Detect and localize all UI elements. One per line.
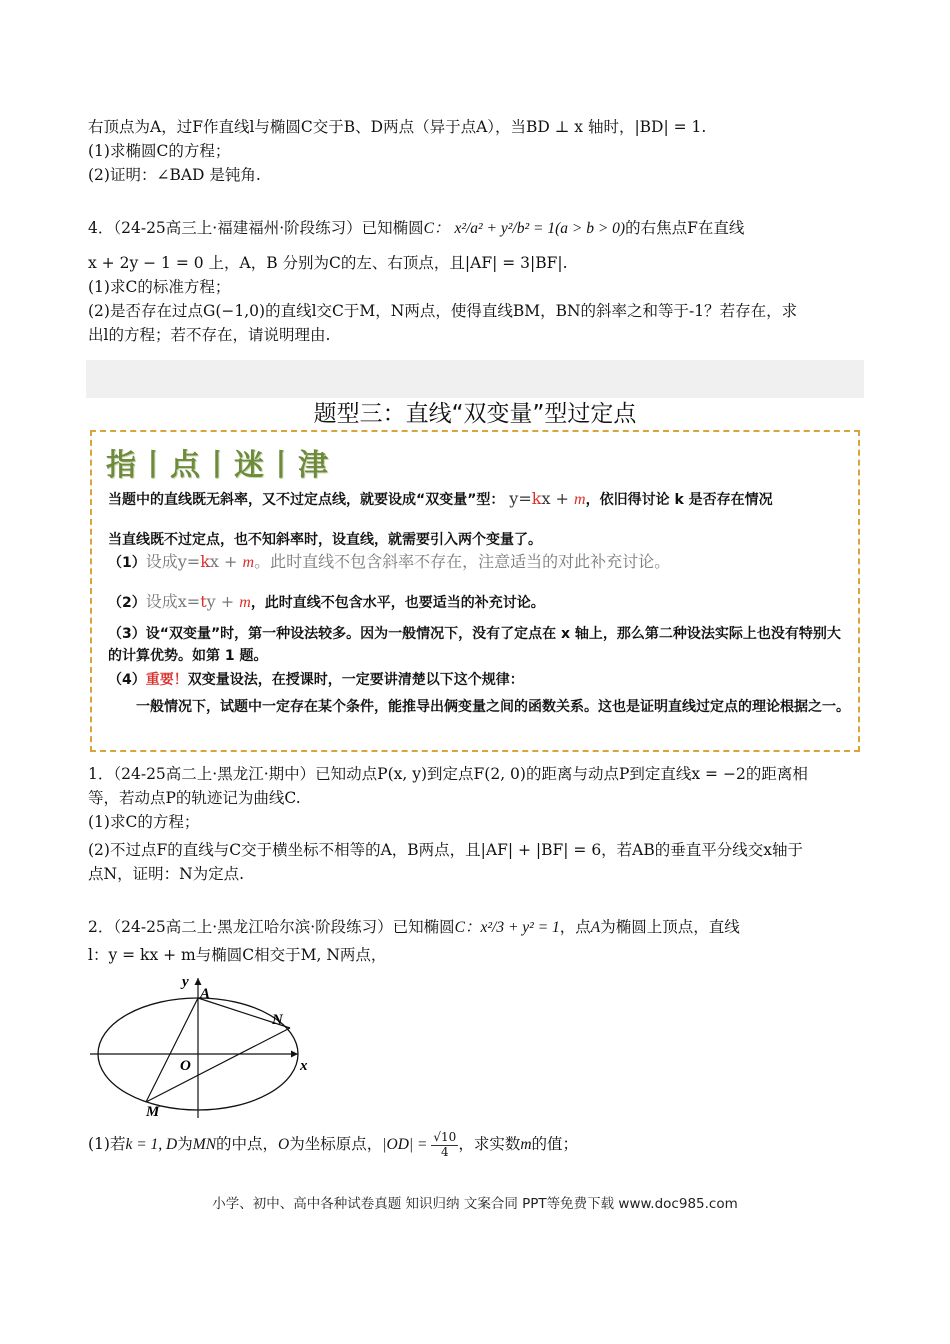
- problem-4-q2b: 出l的方程；若不存在，请说明理由.: [88, 326, 331, 345]
- prev-problem: [88, 115, 868, 187]
- problem-1-line2: 等，若动点P的轨迹记为曲线C.: [88, 789, 301, 808]
- segment-AM: [146, 998, 198, 1102]
- fraction-sqrt10-over-4: $\frac{√10}{4}$: [433, 1130, 457, 1159]
- problem-2-line2: l：y = kx + m与椭圆C相交于M, N两点，: [88, 946, 387, 964]
- problem-1-q1: (1)求C的方程；: [88, 813, 200, 832]
- problem-1-q2a: (2)不过点F的直线与C交于横坐标不相等的A，B两点，且|AF| + |BF| = 6，若AB的垂直平分线交x轴于: [88, 841, 804, 860]
- page-footer: 小学、初中、高中各种试卷真题 知识归纳 文案合同 PPT等免费下载 www.doc985.com: [212, 1196, 738, 1212]
- tip-p5: （3）设“双变量”时，第一种设法较多。因为一般情况下，没有了定点在 x 轴上，那么第二种设法实际上也没有特别大的计算优势。如第 1 题。: [108, 626, 841, 664]
- prev-problem-q2: (2)证明：∠BAD 是钝角.: [88, 166, 261, 185]
- chord-MN: [146, 1028, 290, 1102]
- problem-4-line2: x + 2y − 1 = 0 上，A，B 分别为C的左、右顶点，且|AF| = 3|BF|.: [88, 254, 568, 272]
- label-y: y: [182, 974, 189, 990]
- problem-4: [88, 212, 868, 347]
- section-title: 题型三：直线“双变量”型过定点: [313, 401, 637, 427]
- problem-4-line1: 4．（24-25高三上·福建福州·阶段练习）已知椭圆C： x²/a² + y²/b² = 1(a > b > 0)的右焦点F在直线: [88, 219, 745, 237]
- ellipse-equation-2: C：x²/3 + y² = 1: [454, 919, 560, 936]
- tip-p7: 一般情况下，试题中一定存在某个条件，能推导出俩变量之间的函数关系。这也是证明直线过定点的理论根据之一。: [136, 699, 850, 715]
- tip-p4: （2）设成x=ty + m，此时直线不包含水平，也要适当的补充讨论。: [108, 592, 545, 611]
- tips-header: 指丨点丨迷丨津: [106, 448, 330, 483]
- label-N: N: [272, 1012, 283, 1028]
- ellipse-figure: [86, 972, 326, 1122]
- problem-4-q2a: (2)是否存在过点G(−1,0)的直线l交C于M，N两点，使得直线BM，BN的斜率之和等于-1？若存在，求: [88, 302, 798, 321]
- problem-1: [88, 762, 868, 886]
- problem-1-q2b: 点N，证明：N为定点.: [88, 865, 245, 884]
- ellipse-equation: x²/a² + y²/b² = 1: [454, 220, 556, 237]
- tip-p6: （4）重要！双变量设法，在授课时，一定要讲清楚以下这个规律：: [108, 672, 524, 688]
- label-M: M: [146, 1104, 160, 1120]
- prev-problem-q1: (1)求椭圆C的方程；: [88, 142, 231, 161]
- prev-problem-line1: 右顶点为A，过F作直线l与椭圆C交于B、D两点（异于点A），当BD ⊥ x 轴时，|BD| = 1.: [88, 118, 707, 136]
- section-divider-bar: [86, 360, 864, 398]
- tip-p3: （1）设成y=kx + m。此时直线不包含斜率不存在，注意适当的对此补充讨论。: [108, 552, 671, 571]
- problem-2: [88, 912, 868, 967]
- label-O: O: [180, 1058, 191, 1074]
- problem-1-line1: 1．（24-25高二上·黑龙江·期中）已知动点P(x, y)到定点F(2, 0)的距离与动点P到定直线x = −2的距离相: [88, 765, 808, 783]
- label-A: A: [200, 986, 211, 1002]
- label-x: x: [300, 1058, 308, 1074]
- problem-2-q1: (1)若k = 1, D为MN的中点，O为坐标原点，|OD| = $\frac{√10}{4}$ ，求实数m的值；: [88, 1130, 579, 1159]
- tip-p2: 当直线既不过定点，也不知斜率时，设直线，就需要引入两个变量了。: [108, 532, 542, 548]
- tip-p1: 当题中的直线既无斜率，又不过定点线，就要设成“双变量”型： y=kx + m，依旧得讨论 k 是否存在情况: [108, 489, 773, 508]
- problem-2-line1: 2．（24-25高二上·黑龙江哈尔滨·阶段练习）已知椭圆C：x²/3 + y² = 1，点A为椭圆上顶点，直线: [88, 918, 740, 936]
- problem-4-q1: (1)求C的标准方程；: [88, 278, 231, 297]
